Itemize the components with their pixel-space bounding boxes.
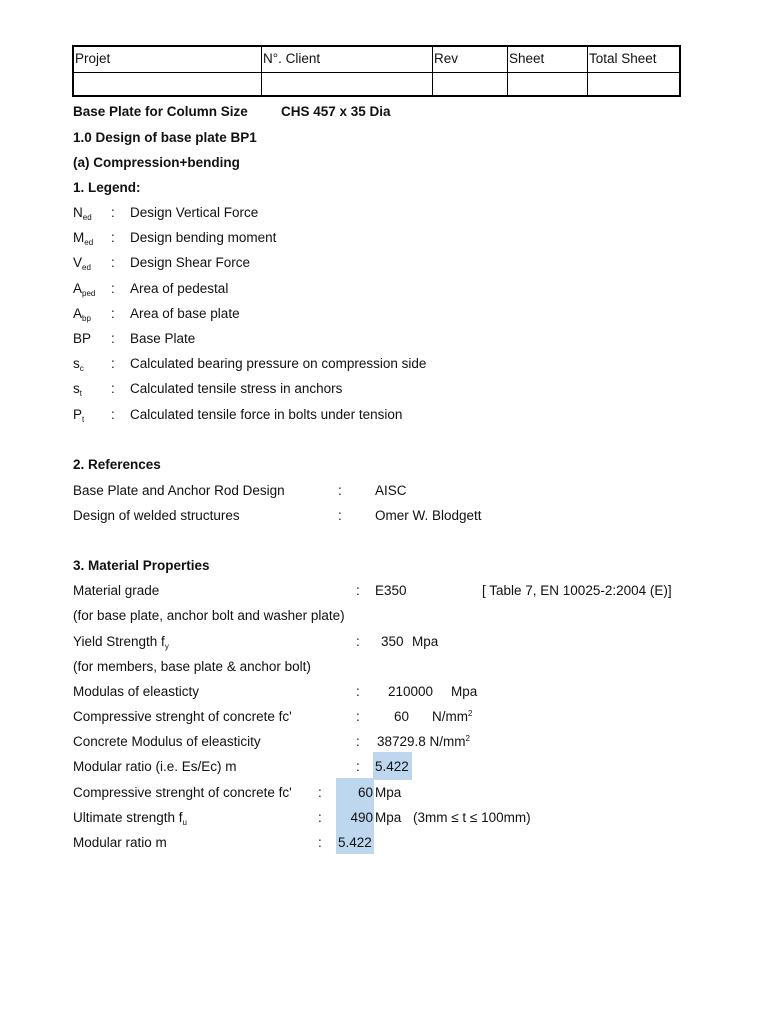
- legend-colon: :: [111, 331, 115, 346]
- legend-desc: Design Shear Force: [130, 255, 251, 270]
- ultimate-strength-unit: Mpa: [375, 810, 402, 825]
- legend-desc: Area of pedestal: [130, 281, 229, 296]
- value-cell-sheet: [508, 72, 588, 97]
- materials-heading: 3. Material Properties: [73, 558, 210, 573]
- header-cell-total-sheet: Total Sheet: [589, 51, 657, 66]
- legend-desc: Base Plate: [130, 331, 196, 346]
- legend-desc: Calculated tensile stress in anchors: [130, 381, 343, 396]
- legend-symbol: $P_t$: [73, 407, 85, 424]
- modular-ratio-value: 5.422: [375, 759, 409, 774]
- legend-symbol: $A_{ped}$: [73, 281, 96, 298]
- concrete-modulus-value: 38729.8 $N/mm^2$: [377, 734, 470, 749]
- legend-symbol: $A_{bp}$: [73, 306, 91, 323]
- legend-colon: :: [111, 281, 115, 296]
- modular-ratio-m-value: 5.422: [338, 835, 372, 850]
- reference-label: Base Plate and Anchor Rod Design: [73, 483, 285, 498]
- concrete-strength-colon: :: [356, 709, 360, 724]
- material-grade-note: (for base plate, anchor bolt and washer plate): [73, 608, 345, 623]
- legend-desc: Calculated tensile force in bolts under tension: [130, 407, 403, 422]
- reference-value: Omer W. Blodgett: [375, 508, 482, 523]
- header-cell-rev: Rev: [433, 47, 508, 72]
- modular-ratio-m-colon: :: [318, 835, 322, 850]
- concrete-strength-2-label: Compressive strenght of concrete fc': [73, 785, 292, 800]
- title-value: CHS 457 x 35 Dia: [281, 104, 391, 119]
- yield-strength-unit: Mpa: [412, 634, 439, 649]
- reference-label: Design of welded structures: [73, 508, 240, 523]
- header-value-row: [74, 72, 679, 97]
- legend-symbol: $s_c$: [73, 356, 84, 373]
- concrete-modulus-label: Concrete Modulus of eleasticity: [73, 734, 261, 749]
- modulus-value: 210000: [388, 684, 434, 699]
- legend-desc: Calculated bearing pressure on compression side: [130, 356, 427, 371]
- references-heading: 2. References: [73, 457, 161, 472]
- ultimate-strength-label: Ultimate strength $f_u$: [73, 810, 187, 827]
- legend-desc: Area of base plate: [130, 306, 240, 321]
- material-grade-reference: [ Table 7, EN 10025-2:2004 (E)]: [482, 583, 672, 598]
- concrete-strength-2-colon: :: [318, 785, 322, 800]
- legend-colon: :: [111, 205, 115, 220]
- legend-symbol: BP: [73, 331, 92, 346]
- concrete-modulus-colon: :: [356, 734, 360, 749]
- concrete-strength-2-value: 60: [357, 785, 373, 800]
- header-cell-sheet: Sheet: [508, 47, 588, 72]
- legend-desc: Design Vertical Force: [130, 205, 259, 220]
- modulus-colon: :: [356, 684, 360, 699]
- material-grade-label: Material grade: [73, 583, 160, 598]
- ultimate-strength-note: (3mm ≤ t ≤ 100mm): [413, 810, 531, 825]
- value-cell-client: [262, 72, 433, 97]
- section-design-heading: 1.0 Design of base plate BP1: [73, 130, 257, 145]
- material-grade-value: E350: [375, 583, 407, 598]
- header-table: [72, 45, 681, 97]
- value-cell-total-sheet: [588, 72, 679, 97]
- value-cell-rev: [433, 72, 508, 97]
- concrete-strength-unit: $N/mm^2$: [432, 709, 473, 724]
- yield-strength-note: (for members, base plate & anchor bolt): [73, 659, 311, 674]
- reference-colon: :: [338, 508, 342, 523]
- legend-colon: :: [111, 306, 115, 321]
- yield-strength-label: Yield Strength $f_y$: [73, 634, 169, 651]
- legend-colon: :: [111, 255, 115, 270]
- title-label: Base Plate for Column Size: [73, 104, 248, 119]
- reference-colon: :: [338, 483, 342, 498]
- header-cell-projet: Projet: [74, 47, 262, 72]
- reference-value: AISC: [375, 483, 407, 498]
- legend-colon: :: [111, 381, 115, 396]
- modular-ratio-m-label: Modular ratio m: [73, 835, 167, 850]
- legend-heading: 1. Legend:: [73, 180, 141, 195]
- concrete-strength-2-unit: Mpa: [375, 785, 402, 800]
- modular-ratio-label: Modular ratio (i.e. Es/Ec) m: [73, 759, 237, 774]
- ultimate-strength-colon: :: [318, 810, 322, 825]
- modulus-unit: Mpa: [451, 684, 478, 699]
- legend-symbol: $V_{ed}$: [73, 255, 91, 272]
- ultimate-strength-value: 490: [350, 810, 373, 825]
- legend-colon: :: [111, 230, 115, 245]
- legend-colon: :: [111, 356, 115, 371]
- concrete-strength-value: 60: [394, 709, 410, 724]
- subsection-heading: (a) Compression+bending: [73, 155, 240, 170]
- modular-ratio-colon: :: [356, 759, 360, 774]
- yield-strength-value: 350: [381, 634, 404, 649]
- material-grade-colon: :: [356, 583, 360, 598]
- header-row: [74, 47, 679, 73]
- value-cell-projet: [74, 72, 262, 97]
- yield-strength-colon: :: [356, 634, 360, 649]
- legend-symbol: $N_{ed}$: [73, 205, 92, 222]
- concrete-strength-label: Compressive strenght of concrete fc': [73, 709, 292, 724]
- header-cell-client: N°. Client: [262, 47, 433, 72]
- legend-symbol: $s_t$: [73, 381, 82, 398]
- legend-symbol: $M_{ed}$: [73, 230, 94, 247]
- legend-desc: Design bending moment: [130, 230, 277, 245]
- legend-colon: :: [111, 407, 115, 422]
- modulus-label: Modulas of eleasticty: [73, 684, 200, 699]
